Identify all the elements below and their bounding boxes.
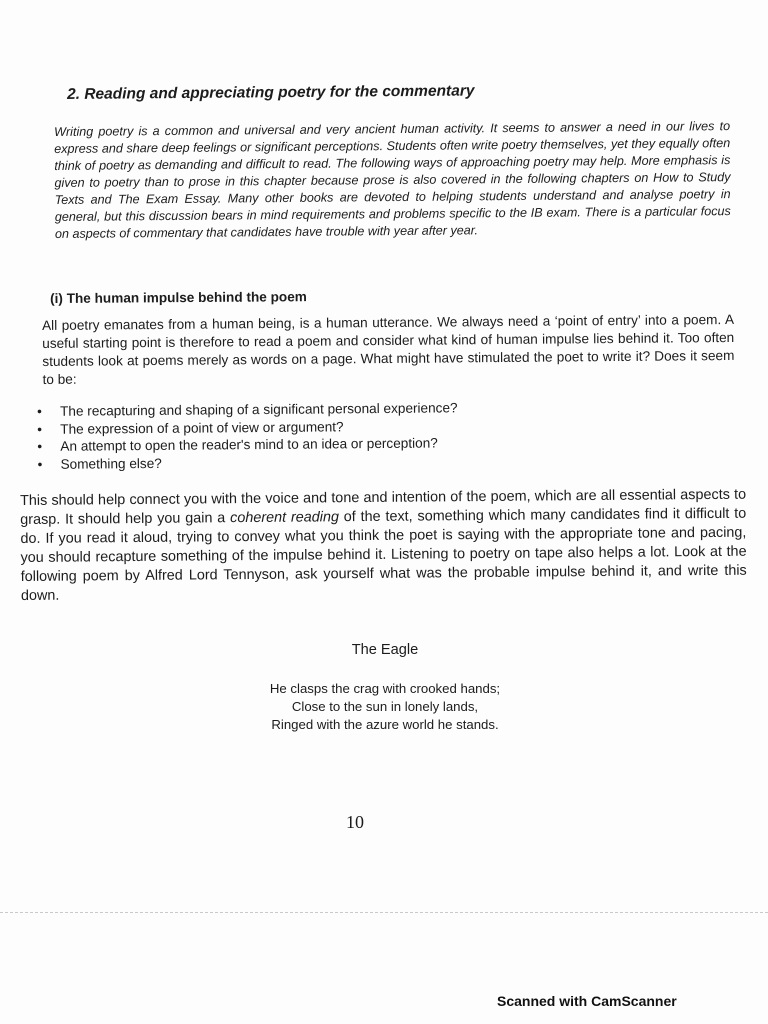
poem-body — [230, 680, 540, 734]
connect-paragraph — [20, 486, 747, 606]
list-item-text: An attempt to open the reader's mind to an idea or perception? — [60, 435, 438, 454]
poem-title: The Eagle — [351, 642, 419, 658]
page-number: 10 — [346, 812, 364, 832]
intro-paragraph: Writing poetry is a common and universal and very ancient human activity. It seems to answer a need in our lives to express and share deep feelings or significant perceptions. Students often write poetry themselves, yet they equally often think of poetry as demanding and difficult to read. The following ways of approaching poetry may help. More emphasis is given to poetry than to prose in this chapter because prose is also covered in the following chapters on How to Study Texts and The Exam Essay. Many other books are devoted to helping students understand and analyse poetry in general, but this discussion bears in mind requirements and problems specific to the IB exam. There is a particular focus on aspects of commentary that candidates have trouble with year after year. — [54, 119, 731, 241]
emphasis-coherent-reading: coherent reading — [230, 509, 340, 527]
bullet-icon: • — [37, 438, 43, 454]
poem-line: He clasps the crag with crooked hands; — [269, 681, 501, 696]
connect-paragraph-end: of the text, something which many candidates find it difficult to do. If you read it aloud, trying to convey what you think the poet is saying with the appropriate tone and pacing, you should recapture something of the impulse behind it. Listening to poetry on tape also helps a lot. Look at the following poem by Alfred Lord Tennyson, ask yourself what was the probable impulse behind it, and write this down. — [20, 505, 747, 604]
list-item-text: Something else? — [60, 455, 162, 472]
bullet-icon: • — [37, 456, 43, 472]
subsection-heading: (i) The human impulse behind the poem — [50, 289, 307, 306]
scan-edge-divider — [0, 912, 768, 913]
list-item-text: The expression of a point of view or argument? — [60, 418, 344, 437]
section-heading: 2. Reading and appreciating poetry for the commentary — [67, 82, 475, 103]
bullet-icon: • — [37, 421, 43, 437]
list-item-text: The recapturing and shaping of a significant personal experience? — [60, 400, 458, 419]
connect-paragraph-start: This should help connect you with the voice and tone and intention of the poem, which are all essential aspects to grasp. It should help you gain a — [20, 486, 747, 528]
poem-line: Ringed with the azure world he stands. — [271, 717, 499, 732]
bullet-icon: • — [37, 403, 42, 419]
poem-line: Close to the sun in lonely lands, — [291, 699, 479, 714]
question-list — [34, 398, 635, 473]
impulse-paragraph: All poetry emanates from a human being, is a human utterance. We always need a ‘point of entry’ into a poem. A useful starting point is therefore to read a poem and consider what kind of human impulse lies behind it. Too often students look at poems merely as words on a page. What might have stimulated the poet to write it? Does it seem to be: — [42, 311, 735, 387]
camscanner-watermark: Scanned with CamScanner — [497, 993, 677, 1009]
